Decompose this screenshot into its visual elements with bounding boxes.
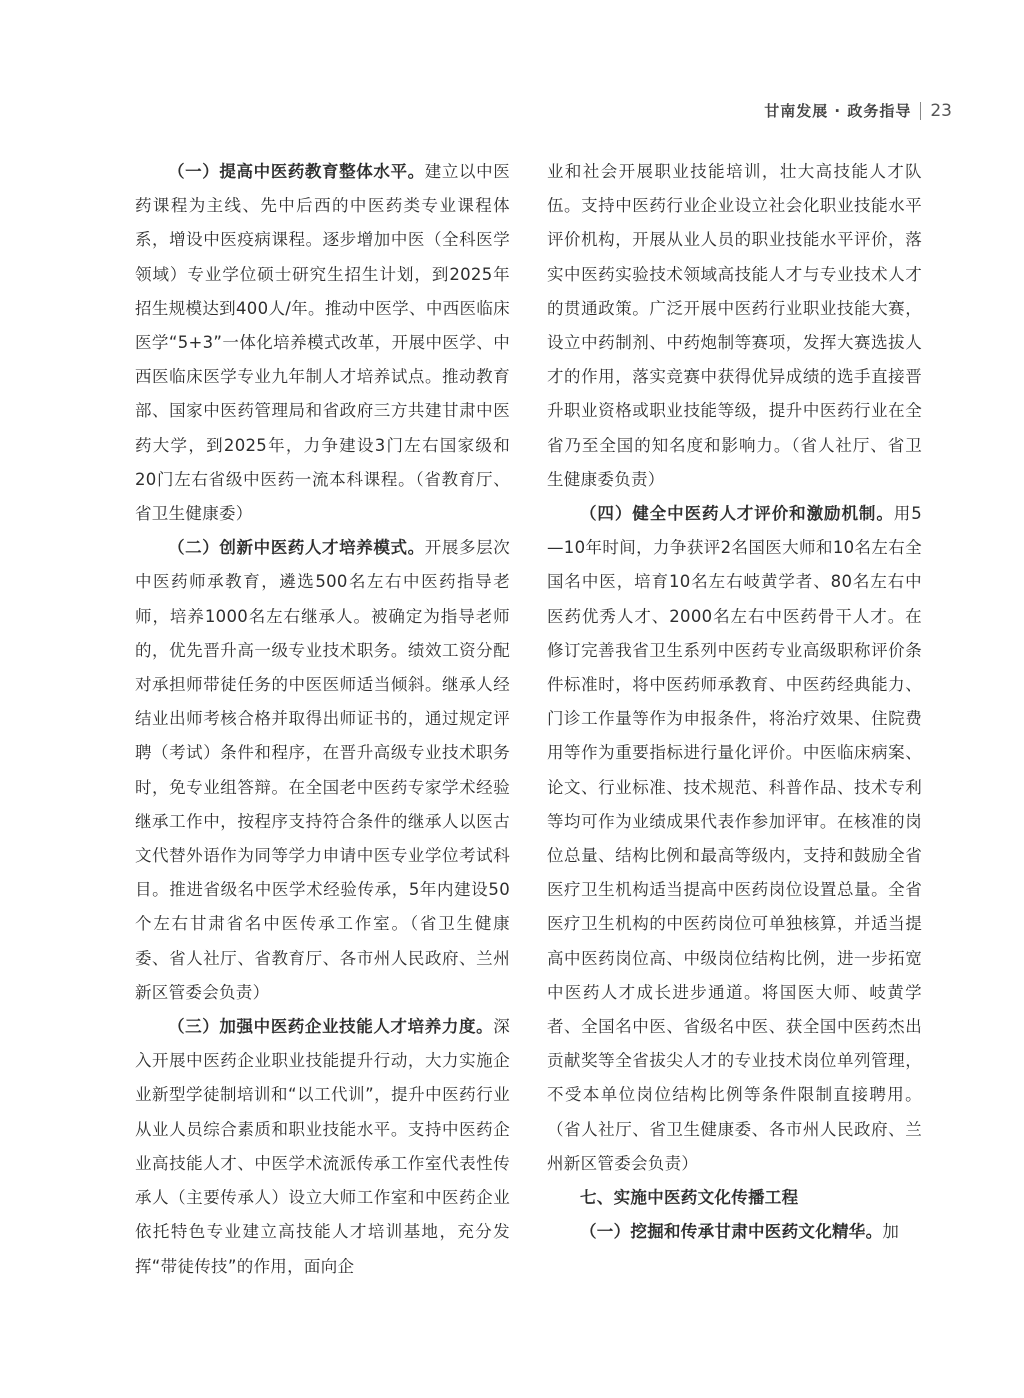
paragraph-1-body: 建立以中医药课程为主线、先中后西的中医药类专业课程体系，增设中医疫病课程。逐步增加中医（全科医学领域）专业学位硕士研究生招生计划，到2025年招生规模达到400人/年。推动中医学、中西医临床医学“5+3”一体化培养模式改革，开展中医学、中西医临床医学专业九年制人才培养试点。推动教育部、国家中医药管理局和省政府三方共建甘肃中医药大学，到2025年，力争建设3门左右国家级和20门左右省级中医药一流本科课程。（省教育厅、省卫生健康委） xyxy=(135,162,511,524)
paragraph-3-heading: （三）加强中医药企业技能人才培养力度。 xyxy=(168,1017,494,1037)
section-heading: 七、实施中医药文化传播工程 xyxy=(580,1188,799,1208)
paragraph-4-heading: （四）健全中医药人才评价和激励机制。 xyxy=(580,504,894,524)
paragraph-2 xyxy=(135,531,510,1010)
left-column xyxy=(135,155,510,1284)
paragraph-5-heading: （一）挖掘和传承甘肃中医药文化精华。 xyxy=(580,1222,883,1242)
paragraph-1-heading: （一）提高中医药教育整体水平。 xyxy=(168,162,425,181)
paragraph-3-body: 深入开展中医药企业职业技能提升行动，大力实施企业新型学徒制培训和“以工代训”，提升中医药行业从业人员综合素质和职业技能水平。支持中医药企业高技能人才、中医学术流派传承工作室代表性传承人（主要传承人）设立大师工作室和中医药企业依托特色专业建立高技能人才培训基地，充分发挥“带徒传技”的作用，面向企 xyxy=(135,1017,510,1276)
paragraph-4 xyxy=(547,497,922,1181)
page-number: 23 xyxy=(930,100,952,121)
paragraph-2-heading: （二）创新中医药人才培养模式。 xyxy=(168,538,425,558)
paragraph-5-body: 加 xyxy=(882,1222,900,1242)
paragraph-4-body: 用5—10年时间，力争获评2名国医大师和10名左右全国名中医，培育10名左右岐黄学者、80名左右中医药优秀人才、2000名左右中医药骨干人才。在修订完善我省卫生系列中医药专业高级职称评价条件标准时，将中医药师承教育、中医药经典能力、门诊工作量等作为申报条件，将治疗效果、住院费用等作为重要指标进行量化评价。中医临床病案、论文、行业标准、技术规范、科普作品、技术专利等均可作为业绩成果代表作参加评审。在核准的岗位总量、结构比例和最高等级内，支持和鼓励全省医疗卫生机构适当提高中医药岗位设置总量。全省医疗卫生机构的中医药岗位可单独核算，并适当提高中医药岗位高、中级岗位结构比例，进一步拓宽中医药人才成长进步通道。将国医大师、岐黄学者、全国名中医、省级名中医、获全国中医药杰出贡献奖等全省拔尖人才的专业技术岗位单列管理，不受本单位岗位结构比例等条件限制直接聘用。（省人社厅、省卫生健康委、各市州人民政府、兰州新区管委会负责） xyxy=(547,504,922,1173)
paragraph-3-continued: 业和社会开展职业技能培训，壮大高技能人才队伍。支持中医药行业企业设立社会化职业技能水平评价机构，开展从业人员的职业技能水平评价，落实中医药实验技术领域高技能人才与专业技术人才的贯通政策。广泛开展中医药行业职业技能大赛，设立中药制剂、中药炮制等赛项，发挥大赛选拔人才的作用，落实竞赛中获得优异成绩的选手直接晋升职业资格或职业技能等级，提升中医药行业在全省乃至全国的知名度和影响力。（省人社厅、省卫生健康委负责） xyxy=(547,162,922,489)
paragraph-3 xyxy=(135,1010,510,1284)
right-column xyxy=(547,155,922,1250)
header-divider xyxy=(920,102,921,120)
paragraph-1 xyxy=(135,155,510,531)
paragraph-5 xyxy=(547,1215,922,1249)
paragraph-2-body: 开展多层次中医药师承教育，遴选500名左右中医药指导老师，培养1000名左右继承人。被确定为指导老师的，优先晋升高一级专业技术职务。绩效工资分配对承担师带徒任务的中医医师适当倾斜。继承人经结业出师考核合格并取得出师证书的，通过规定评聘（考试）条件和程序，在晋升高级专业技术职务时，免专业组答辩。在全国老中医药专家学术经验继承工作中，按程序支持符合条件的继承人以医古文代替外语作为同等学力申请中医专业学位考试科目。推进省级名中医学术经验传承，5年内建设50个左右甘肃省名中医传承工作室。（省卫生健康委、省人社厅、省教育厅、各市州人民政府、兰州新区管委会负责） xyxy=(135,538,511,1002)
journal-title: 甘南发展 · 政务指导 xyxy=(764,102,912,120)
running-header xyxy=(764,100,952,121)
